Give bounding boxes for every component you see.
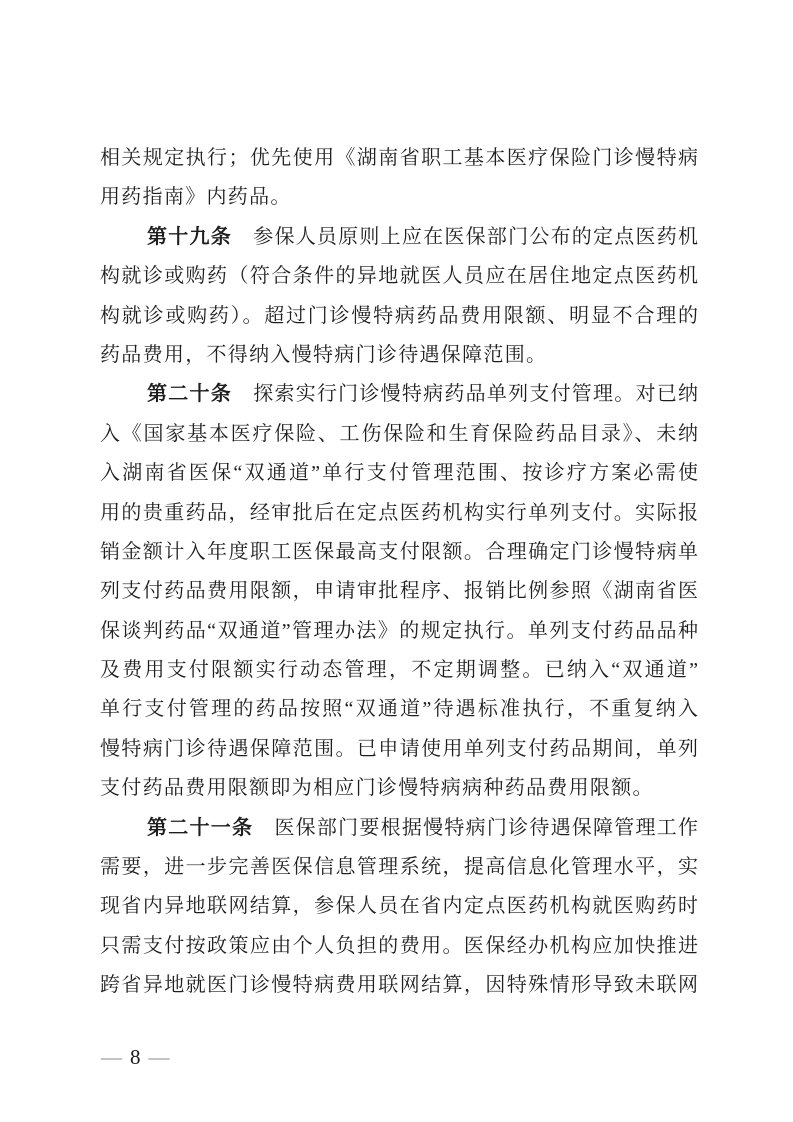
- article-heading: 第十九条: [147, 225, 232, 248]
- text-line: [100, 927, 698, 966]
- text-line: [100, 454, 698, 493]
- body-text-segment: 跨省异地就医门诊慢特病费用联网结算，因特殊情形导致未联网: [100, 974, 698, 997]
- text-line: [100, 572, 698, 611]
- text-line: [100, 375, 698, 414]
- text-line: [100, 887, 698, 926]
- body-text-segment: 参保人员原则上应在医保部门公布的定点医药机: [231, 225, 699, 248]
- body-text-segment: 及费用支付限额实行动态管理，不定期调整。已纳入“双通道”: [100, 659, 698, 682]
- text-line: [100, 769, 698, 808]
- text-line: [100, 690, 698, 729]
- text-line: [100, 218, 698, 257]
- text-line: [100, 612, 698, 651]
- body-text-segment: 销金额计入年度职工医保最高支付限额。合理确定门诊慢特病单: [100, 540, 698, 563]
- page-number-dash-left: —: [101, 1045, 122, 1069]
- text-line: [100, 494, 698, 533]
- body-text-segment: 需要，进一步完善医保信息管理系统，提高信息化管理水平，实: [100, 856, 698, 879]
- article-heading: 第二十条: [147, 383, 232, 406]
- text-line: [100, 730, 698, 769]
- body-text-segment: 用的贵重药品，经审批后在定点医药机构实行单列支付。实际报: [100, 501, 698, 524]
- page-number: [101, 1042, 170, 1072]
- text-line: [100, 297, 698, 336]
- body-text-segment: 构就诊或购药（符合条件的异地就医人员应在居住地定点医药机: [100, 265, 698, 288]
- text-line: [100, 139, 698, 178]
- body-text-segment: 单行支付管理的药品按照“双通道”待遇标准执行，不重复纳入: [100, 698, 698, 721]
- body-text-segment: 现省内异地联网结算，参保人员在省内定点医药机构就医购药时: [100, 895, 698, 918]
- text-block: [100, 139, 698, 1006]
- text-line: [100, 533, 698, 572]
- body-text-segment: 相关规定执行；优先使用《湖南省职工基本医疗保险门诊慢特病: [100, 147, 698, 169]
- body-text-segment: 慢特病门诊待遇保障范围。已申请使用单列支付药品期间，单列: [100, 737, 698, 760]
- text-line: [100, 651, 698, 690]
- body-text-segment: 构就诊或购药）。超过门诊慢特病药品费用限额、明显不合理的: [100, 304, 698, 327]
- body-text-segment: 保谈判药品“双通道”管理办法》的规定执行。单列支付药品品种: [100, 619, 698, 642]
- text-line: [100, 415, 698, 454]
- body-text-segment: 支付药品费用限额即为相应门诊慢特病病种药品费用限额。: [100, 777, 654, 800]
- body-text-segment: 医保部门要根据慢特病门诊待遇保障管理工作: [253, 816, 699, 839]
- body-text-segment: 入《国家基本医疗保险、工伤保险和生育保险药品目录》、未纳: [100, 422, 698, 445]
- body-text-segment: 列支付药品费用限额，申请审批程序、报销比例参照《湖南省医: [100, 580, 698, 603]
- body-text-segment: 只需支付按政策应由个人负担的费用。医保经办机构应加快推进: [100, 934, 698, 957]
- body-text-segment: 入湖南省医保“双通道”单行支付管理范围、按诊疗方案必需使: [100, 462, 698, 485]
- body-text-segment: 探索实行门诊慢特病药品单列支付管理。对已纳: [231, 383, 699, 406]
- page-number-dash-right: —: [148, 1045, 170, 1069]
- text-line: [100, 809, 698, 848]
- text-line: [100, 848, 698, 887]
- text-line: [100, 336, 698, 375]
- text-line: [100, 178, 698, 217]
- page-number-value: 8: [130, 1045, 141, 1069]
- body-text-segment: 用药指南》内药品。: [100, 186, 292, 209]
- body-text-segment: 药品费用，不得纳入慢特病门诊待遇保障范围。: [100, 343, 548, 366]
- text-line: [100, 966, 698, 1005]
- text-line: [100, 257, 698, 296]
- article-heading: 第二十一条: [147, 816, 254, 839]
